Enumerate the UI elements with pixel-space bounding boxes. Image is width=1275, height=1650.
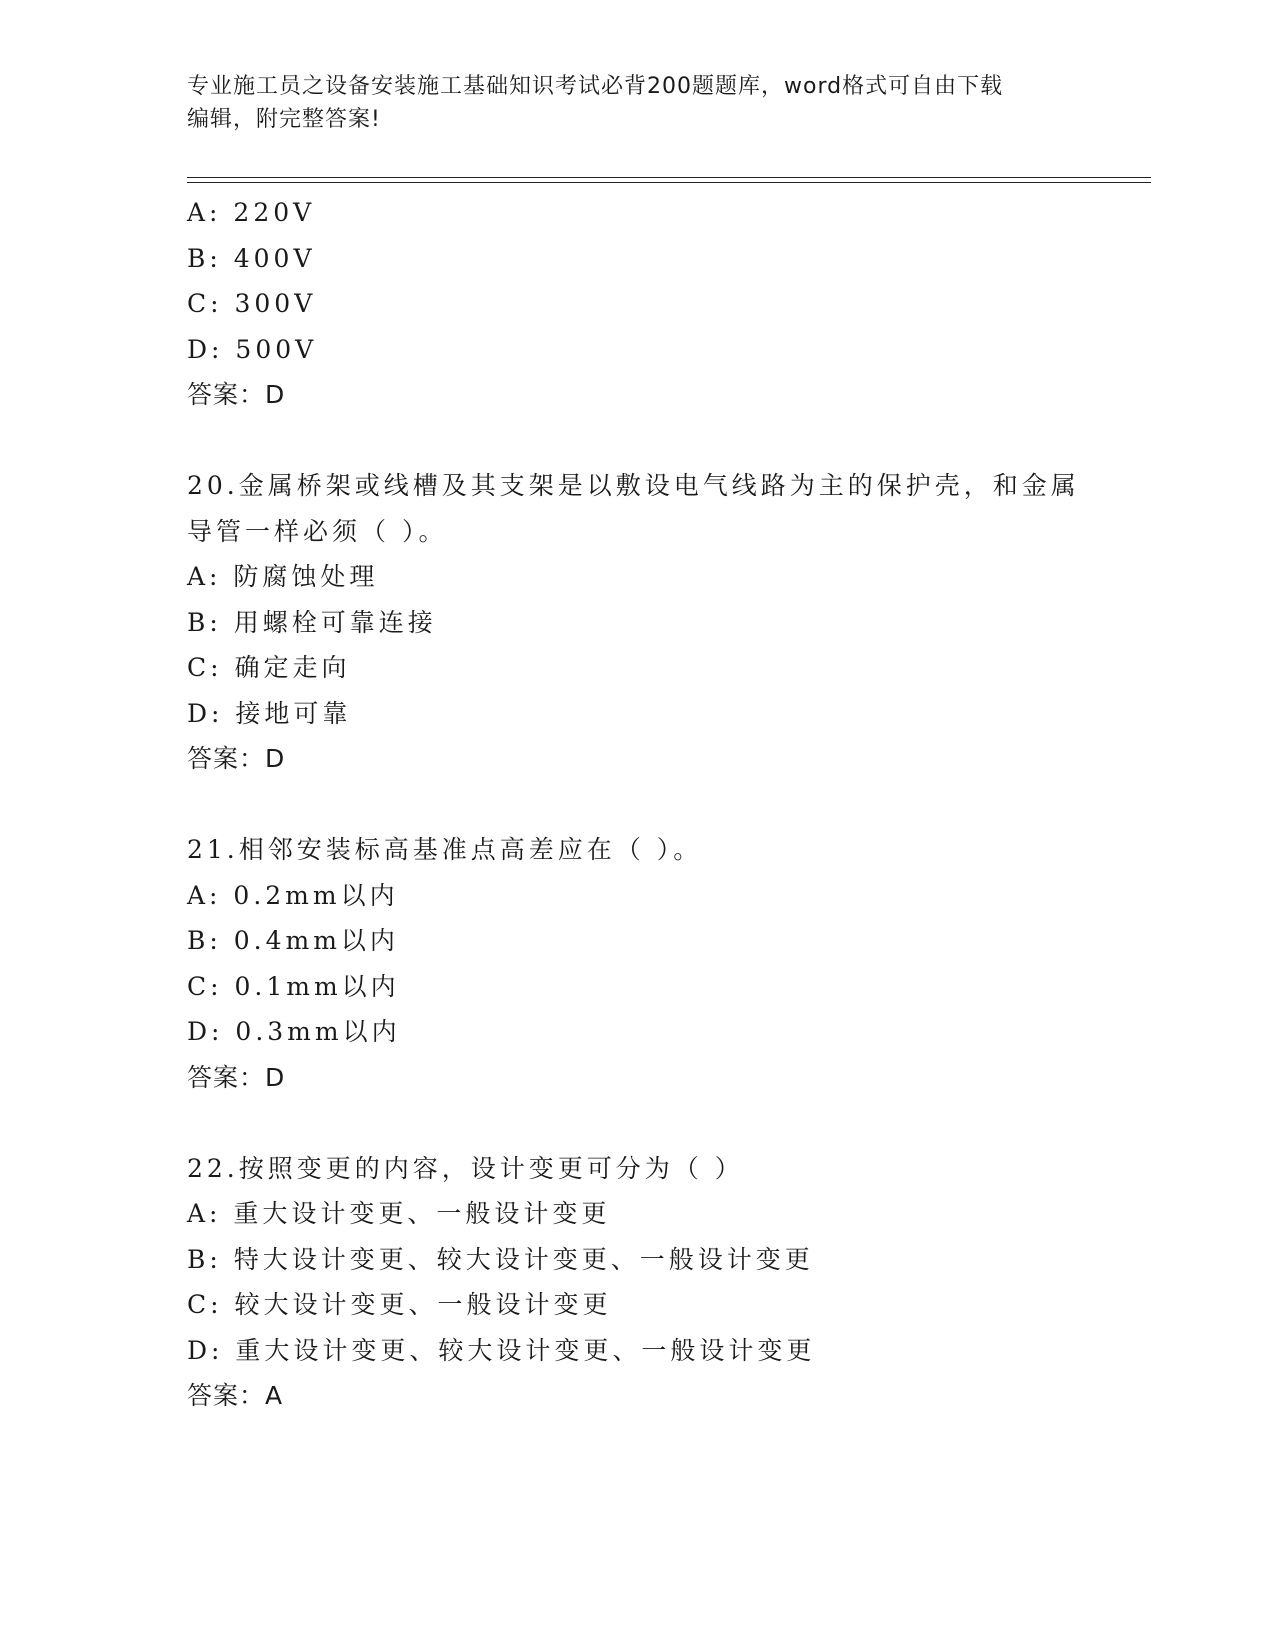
spacer [187,1100,1087,1146]
question-stem-continued: 导管一样必须（ ）。 [187,516,448,546]
option-a: A: 0.2mm以内 [187,880,399,910]
answer-line: 答案：D [187,1062,286,1092]
header-divider-bottom [187,182,1151,183]
option-b: B: 用螺栓可靠连接 [187,607,437,637]
option-c: C: 300V [187,289,317,318]
answer-line: 答案：D [187,380,286,409]
header-divider-top [187,177,1151,178]
option-d: D: 0.3mm以内 [187,1017,401,1046]
header-line-2: 编辑，附完整答案! [187,107,381,132]
document-header [187,70,1087,136]
question-21-block [187,827,1087,1100]
question-list [187,190,1087,1419]
spacer [187,782,1087,828]
answer-line: 答案：D [187,744,286,773]
option-c: C: 较大设计变更、一般设计变更 [187,1290,612,1319]
option-c: C: 0.1mm以内 [187,971,400,1001]
option-d: D: 500V [187,334,318,364]
option-b: B: 特大设计变更、较大设计变更、一般设计变更 [187,1244,814,1274]
question-22-block [187,1146,1087,1419]
option-a: A: 重大设计变更、一般设计变更 [187,1199,611,1228]
question-stem: 20.金属桥架或线槽及其支架是以敷设电气线路为主的保护壳，和金属 [187,471,1080,500]
question-20-block [187,463,1087,782]
option-b: B: 400V [187,243,316,273]
question-stem: 21.相邻安装标高基准点高差应在（ ）。 [187,835,703,864]
option-d: D: 重大设计变更、较大设计变更、一般设计变更 [187,1335,816,1365]
question-19-block [187,190,1087,418]
option-c: C: 确定走向 [187,653,351,682]
spacer [187,418,1087,464]
question-stem: 22.按照变更的内容，设计变更可分为（ ） [187,1153,744,1183]
option-d: D: 接地可靠 [187,698,352,728]
option-a: A: 220V [187,198,316,227]
option-b: B: 0.4mm以内 [187,926,399,955]
option-a: A: 防腐蚀处理 [187,562,379,591]
header-line-1: 专业施工员之设备安装施工基础知识考试必背200题题库，word格式可自由下载 [187,74,1004,99]
answer-line: 答案：A [187,1381,284,1410]
